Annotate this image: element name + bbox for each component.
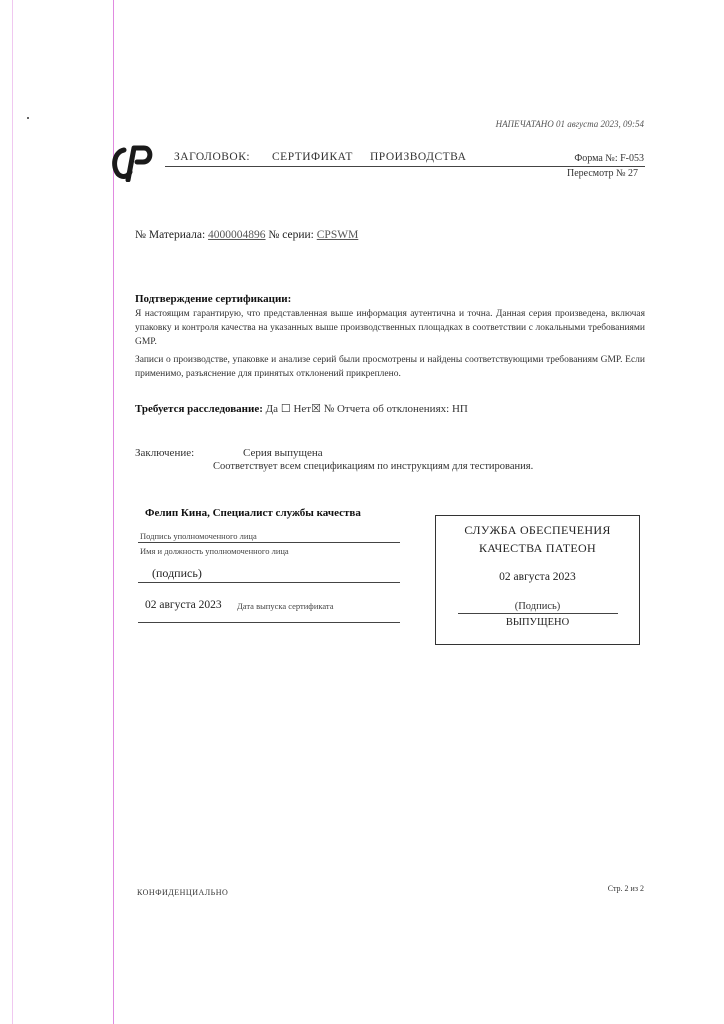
stamp-signature: (Подпись) xyxy=(514,601,561,612)
printed-timestamp: НАПЕЧАТАНО 01 августа 2023, 09:54 xyxy=(495,119,644,129)
header-word-certificate: СЕРТИФИКАТ xyxy=(272,151,353,163)
scan-speck xyxy=(27,117,29,119)
handwritten-signature: (подпись) xyxy=(152,566,202,580)
form-number: Форма №: F-053 xyxy=(574,153,644,164)
stamp-date: 02 августа 2023 xyxy=(499,571,576,583)
investigation-yes: Да xyxy=(265,403,279,415)
quality-stamp xyxy=(435,515,640,645)
header-rule xyxy=(165,166,645,167)
certification-title: Подтверждение сертификации: xyxy=(135,293,292,305)
confidential-label: КОНФИДЕНЦИАЛЬНО xyxy=(137,888,229,897)
release-date-line xyxy=(138,622,400,623)
stamp-signature-line xyxy=(458,613,618,614)
name-title-label: Имя и должность уполномоченного лица xyxy=(140,546,289,556)
conclusion-line-1: Серия выпущена xyxy=(243,447,323,459)
stamp-line-2: КАЧЕСТВА ПАТЕОН xyxy=(479,541,596,555)
signature-line xyxy=(138,542,400,543)
certification-paragraph-2: Записи о производстве, упаковке и анализе серий были просмотрены и найдены соответствующими требованиям GMP. Если применимо, разъяснение для принятых отклонений прикреплено. xyxy=(135,355,645,379)
material-line xyxy=(135,229,358,241)
release-date: 02 августа 2023 xyxy=(145,599,222,611)
company-logo-icon xyxy=(110,142,154,182)
conclusion-line-2: Соответствует всем спецификациям по инструкциям для тестирования. xyxy=(213,461,534,472)
batch-number: CPSWM xyxy=(316,229,359,241)
investigation-no: Нет xyxy=(293,403,312,415)
page-number: Стр. 2 из 2 xyxy=(607,884,644,893)
margin-line-faint xyxy=(12,0,13,1024)
certification-paragraph-1: Я настоящим гарантирую, что представленная выше информация аутентична и точна. Данная серия произведена, включая упаковку и контроля качества на указанных выше производственных площадках в соответствии с локальными требованиями GMP. xyxy=(135,309,645,347)
deviation-report-value: НП xyxy=(451,403,468,415)
investigation-label: Требуется расследование: xyxy=(135,403,263,415)
header-word-production: ПРОИЗВОДСТВА xyxy=(370,151,467,163)
material-number: 4000004896 xyxy=(208,229,266,241)
conclusion-label: Заключение: xyxy=(135,447,195,459)
header-label: ЗАГОЛОВОК: xyxy=(174,151,251,163)
batch-label: № серии: xyxy=(268,229,314,241)
material-label: № Материала: xyxy=(135,229,206,241)
signature-line-2 xyxy=(138,582,400,583)
stamp-status: ВЫПУЩЕНО xyxy=(505,617,570,628)
investigation-line xyxy=(135,402,468,415)
stamp-line-1: СЛУЖБА ОБЕСПЕЧЕНИЯ xyxy=(464,523,611,537)
signature-label: Подпись уполномоченного лица xyxy=(140,531,257,541)
deviation-report-label: № Отчета об отклонениях: xyxy=(323,403,450,415)
investigation-no-checkbox: ☒ xyxy=(311,403,321,415)
investigation-yes-checkbox: ☐ xyxy=(280,403,291,415)
signer-name: Фелип Кина, Специалист службы качества xyxy=(145,507,361,519)
release-date-label: Дата выпуска сертификата xyxy=(237,601,334,611)
revision-number: Пересмотр № 27 xyxy=(566,168,638,179)
